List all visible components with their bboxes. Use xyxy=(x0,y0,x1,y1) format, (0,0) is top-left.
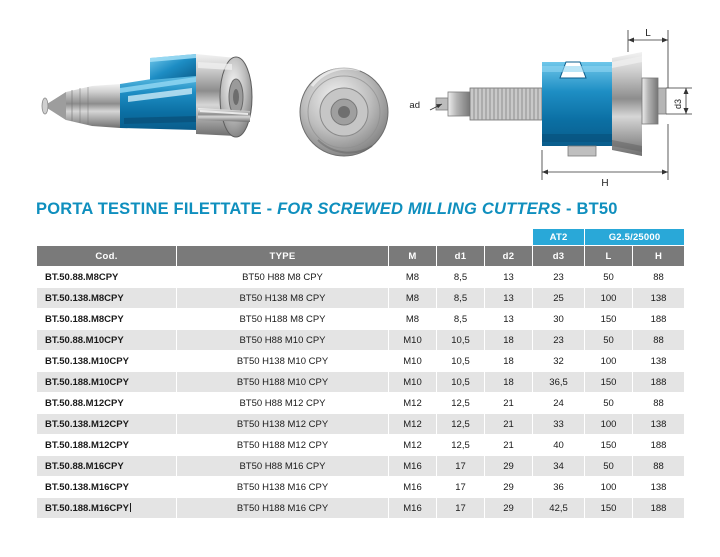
product-illustrations xyxy=(0,0,720,196)
cell-l: 100 xyxy=(585,414,633,435)
title-dash-2: - xyxy=(565,200,572,218)
cell-d1: 12,5 xyxy=(437,414,485,435)
cell-type: BT50 H138 M8 CPY xyxy=(177,288,389,309)
cell-d2: 29 xyxy=(485,498,533,519)
cell-l: 50 xyxy=(585,330,633,351)
cell-d2: 18 xyxy=(485,372,533,393)
cell-m: M10 xyxy=(389,330,437,351)
cell-m: M10 xyxy=(389,351,437,372)
table-row[interactable] xyxy=(37,435,685,456)
cell-m: M8 xyxy=(389,309,437,330)
cell-h: 138 xyxy=(633,288,685,309)
group-header-at2: AT2 xyxy=(533,229,585,246)
cell-d3: 36,5 xyxy=(533,372,585,393)
tool-holder-drawings xyxy=(0,0,720,196)
cell-d1: 12,5 xyxy=(437,393,485,414)
cell-code: BT.50.88.M10CPY xyxy=(37,330,177,351)
cell-d3: 32 xyxy=(533,351,585,372)
column-header-row xyxy=(37,246,685,267)
cell-code: BT.50.88.M8CPY xyxy=(37,267,177,288)
cell-d1: 8,5 xyxy=(437,267,485,288)
cell-d1: 12,5 xyxy=(437,435,485,456)
col-header-type: TYPE xyxy=(177,246,389,267)
group-header-blank xyxy=(37,229,533,246)
dim-label-H: H xyxy=(601,178,609,189)
cell-l: 150 xyxy=(585,372,633,393)
cell-d3: 36 xyxy=(533,477,585,498)
cell-d2: 29 xyxy=(485,477,533,498)
holder-front-face-view xyxy=(300,68,388,156)
col-header-d2: d2 xyxy=(485,246,533,267)
title-main: PORTA TESTINE FILETTATE xyxy=(36,200,262,218)
cell-d3: 25 xyxy=(533,288,585,309)
table-row[interactable] xyxy=(37,267,685,288)
cell-d1: 10,5 xyxy=(437,330,485,351)
col-header-d1: d1 xyxy=(437,246,485,267)
cell-h: 188 xyxy=(633,498,685,519)
cell-code: BT.50.138.M8CPY xyxy=(37,288,177,309)
cell-m: M12 xyxy=(389,393,437,414)
specifications-table-wrap xyxy=(36,228,700,519)
cell-h: 88 xyxy=(633,330,685,351)
title-dash-1: - xyxy=(266,200,273,218)
cell-type: BT50 H188 M12 CPY xyxy=(177,435,389,456)
cell-l: 150 xyxy=(585,309,633,330)
table-row[interactable] xyxy=(37,288,685,309)
col-header-d3: d3 xyxy=(533,246,585,267)
cell-code: BT.50.188.M12CPY xyxy=(37,435,177,456)
holder-perspective-view xyxy=(42,54,252,137)
group-header-g25: G2.5/25000 xyxy=(585,229,685,246)
cell-d3: 23 xyxy=(533,267,585,288)
table-head xyxy=(37,229,700,267)
cell-code: BT.50.138.M10CPY xyxy=(37,351,177,372)
cell-d1: 8,5 xyxy=(437,288,485,309)
cell-code: BT.50.188.M10CPY xyxy=(37,372,177,393)
cell-d2: 18 xyxy=(485,330,533,351)
cell-d1: 10,5 xyxy=(437,351,485,372)
cell-type: BT50 H88 M12 CPY xyxy=(177,393,389,414)
cell-m: M10 xyxy=(389,372,437,393)
cell-m: M16 xyxy=(389,477,437,498)
dim-label-L: L xyxy=(645,28,651,39)
cell-l: 100 xyxy=(585,477,633,498)
title-suffix: BT50 xyxy=(576,200,618,218)
cell-type: BT50 H188 M16 CPY xyxy=(177,498,389,519)
cell-d2: 13 xyxy=(485,288,533,309)
cell-d3: 33 xyxy=(533,414,585,435)
cell-l: 100 xyxy=(585,351,633,372)
specifications-table xyxy=(36,228,700,519)
cell-type: BT50 H188 M10 CPY xyxy=(177,372,389,393)
cell-d1: 17 xyxy=(437,498,485,519)
cell-d2: 13 xyxy=(485,309,533,330)
table-row[interactable] xyxy=(37,414,685,435)
table-row[interactable] xyxy=(37,477,685,498)
cell-code: BT.50.88.M16CPY xyxy=(37,456,177,477)
cell-d1: 10,5 xyxy=(437,372,485,393)
dim-label-d3: d3 xyxy=(673,98,683,110)
cell-h: 188 xyxy=(633,435,685,456)
cell-h: 188 xyxy=(633,372,685,393)
col-header-h: H xyxy=(633,246,685,267)
cell-h: 188 xyxy=(633,309,685,330)
table-body xyxy=(37,267,685,519)
cell-m: M12 xyxy=(389,414,437,435)
cell-code: BT.50.88.M12CPY xyxy=(37,393,177,414)
cell-m: M16 xyxy=(389,498,437,519)
holder-technical-side-view xyxy=(430,30,692,180)
cell-d2: 29 xyxy=(485,456,533,477)
text-cursor xyxy=(130,503,131,512)
cell-h: 88 xyxy=(633,267,685,288)
cell-h: 138 xyxy=(633,477,685,498)
table-row[interactable] xyxy=(37,330,685,351)
cell-h: 138 xyxy=(633,414,685,435)
cell-code: BT.50.188.M8CPY xyxy=(37,309,177,330)
cell-type: BT50 H88 M10 CPY xyxy=(177,330,389,351)
cell-code: BT.50.188.M16CPY xyxy=(37,498,177,519)
group-header-row: AT2 G2.5/25000 AD xyxy=(37,229,685,246)
cell-code: BT.50.138.M12CPY xyxy=(37,414,177,435)
col-header-m: M xyxy=(389,246,437,267)
cell-type: BT50 H188 M8 CPY xyxy=(177,309,389,330)
cell-h: 138 xyxy=(633,351,685,372)
col-header-cod: Cod. xyxy=(37,246,177,267)
cell-h: 88 xyxy=(633,393,685,414)
cell-type: BT50 H138 M16 CPY xyxy=(177,477,389,498)
cell-l: 100 xyxy=(585,288,633,309)
table-row[interactable] xyxy=(37,393,685,414)
cell-type: BT50 H88 M16 CPY xyxy=(177,456,389,477)
cell-d2: 18 xyxy=(485,351,533,372)
table-row[interactable] xyxy=(37,498,685,519)
table-row[interactable] xyxy=(37,372,685,393)
cell-d3: 24 xyxy=(533,393,585,414)
cell-d1: 17 xyxy=(437,456,485,477)
cell-l: 50 xyxy=(585,267,633,288)
cell-d2: 21 xyxy=(485,414,533,435)
cell-code: BT.50.138.M16CPY xyxy=(37,477,177,498)
cell-d3: 42,5 xyxy=(533,498,585,519)
cell-l: 150 xyxy=(585,435,633,456)
cell-l: 50 xyxy=(585,393,633,414)
cell-d3: 23 xyxy=(533,330,585,351)
cell-l: 150 xyxy=(585,498,633,519)
cell-m: M16 xyxy=(389,456,437,477)
title-italic: FOR SCREWED MILLING CUTTERS xyxy=(277,200,562,218)
cell-type: BT50 H138 M12 CPY xyxy=(177,414,389,435)
cell-d1: 8,5 xyxy=(437,309,485,330)
table-row[interactable] xyxy=(37,456,685,477)
table-row[interactable] xyxy=(37,309,685,330)
cell-type: BT50 H88 M8 CPY xyxy=(177,267,389,288)
cell-d2: 21 xyxy=(485,435,533,456)
table-row[interactable] xyxy=(37,351,685,372)
cell-m: M8 xyxy=(389,267,437,288)
dim-label-ad: ad xyxy=(409,100,420,111)
cell-d3: 30 xyxy=(533,309,585,330)
cell-d3: 34 xyxy=(533,456,585,477)
col-header-l: L xyxy=(585,246,633,267)
page-title xyxy=(36,200,696,219)
cell-type: BT50 H138 M10 CPY xyxy=(177,351,389,372)
cell-l: 50 xyxy=(585,456,633,477)
cell-d3: 40 xyxy=(533,435,585,456)
cell-d2: 13 xyxy=(485,267,533,288)
cell-d1: 17 xyxy=(437,477,485,498)
cell-m: M12 xyxy=(389,435,437,456)
cell-m: M8 xyxy=(389,288,437,309)
cell-h: 88 xyxy=(633,456,685,477)
cell-d2: 21 xyxy=(485,393,533,414)
